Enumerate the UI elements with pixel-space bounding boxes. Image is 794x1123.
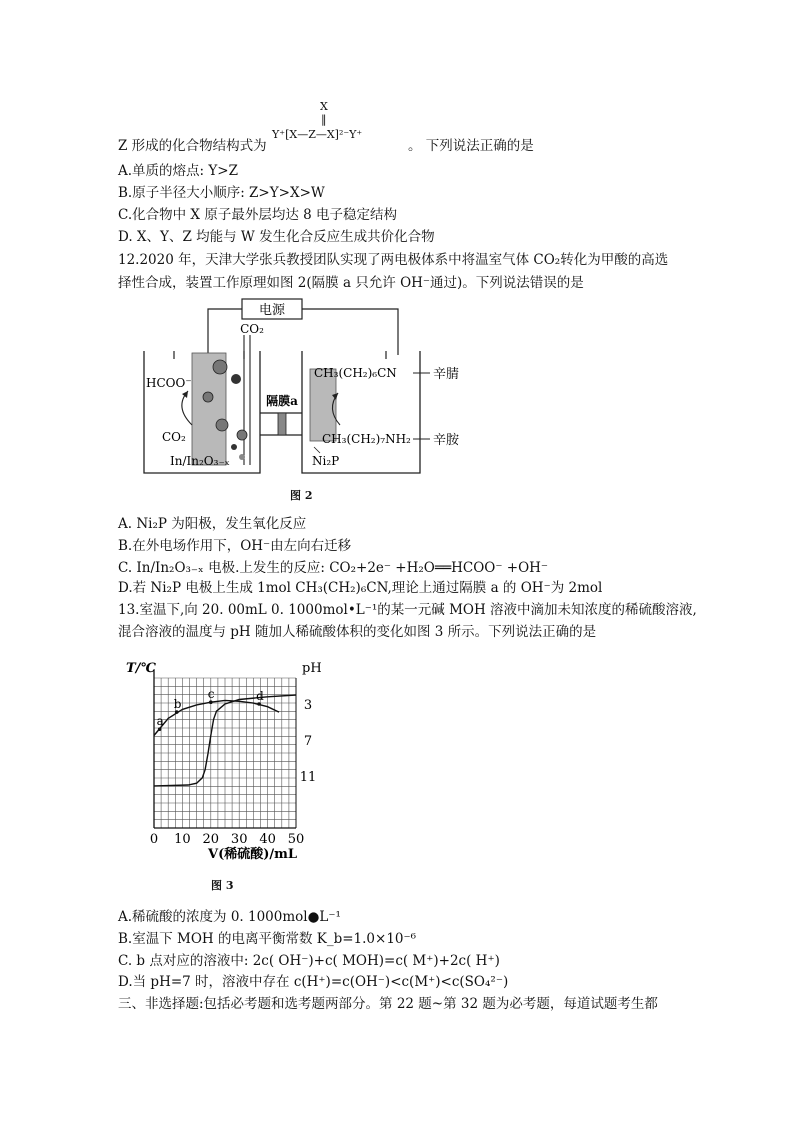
q12-stem-line2: 择性合成，装置工作原理如图 2(隔膜 a 只允许 OH⁻通过)。下列说法错误的是 <box>118 275 584 291</box>
x-tick-label: 10 <box>174 832 191 847</box>
q11-struct-bond: ‖ <box>321 113 327 126</box>
power-source-label: 电源 <box>258 303 286 318</box>
figure-3-chart <box>120 650 340 865</box>
figure-2-electrolysis-diagram <box>130 295 470 485</box>
chart-ylabel-right: pH <box>302 661 322 676</box>
q12-option-d: D.若 Ni₂P 电极上生成 1mol CH₃(CH₂)₆CN,理论上通过隔膜 a 的 OH⁻为 2mol <box>118 580 603 596</box>
ph-tick-label: 11 <box>299 770 317 785</box>
q13-option-a: A.稀硫酸的浓度为 0. 1000mol●L⁻¹ <box>118 909 341 925</box>
q12-option-a: A. Ni₂P 为阳极，发生氧化反应 <box>118 516 307 532</box>
chart-ticks <box>150 698 316 847</box>
q11-stem-suffix: 。 下列说法正确的是 <box>408 138 534 154</box>
hcoo-label: HCOO⁻ <box>146 376 192 390</box>
octanenitrile-formula: CH₃(CH₂)₆CN <box>314 366 397 380</box>
octylamine-formula: CH₃(CH₂)₇NH₂ <box>322 432 411 446</box>
q13-option-c: C. b 点对应的溶液中: 2c( OH⁻)+c( MOH)=c( M⁺)+2c( H⁺) <box>118 953 500 969</box>
right-electrode-label: Ni₂P <box>312 454 340 468</box>
q11-stem <box>118 137 267 155</box>
q11-stem-prefix: Z 形成的化合物结构式为 <box>118 138 267 154</box>
q12-option-c: C. In/In₂O₃₋ₓ 电极.上发生的反应: CO₂+2e⁻ +H₂O══HCOO⁻ +OH⁻ <box>118 560 549 576</box>
chart-ylabel-left: T/℃ <box>126 661 156 676</box>
q11-struct-top: X <box>320 100 328 113</box>
x-tick-label: 50 <box>287 832 305 847</box>
octanenitrile-name: 辛腈 <box>433 367 460 382</box>
ph-tick-label: 3 <box>303 698 313 713</box>
left-wire <box>208 309 242 353</box>
q12-stem-line1: 12.2020 年，天津大学张兵教授团队实现了两电极体系中将温室气体 CO₂转化为甲酸的高选 <box>118 252 669 268</box>
q11-option-b: B.原子半径大小顺序: Z>Y>X>W <box>118 185 325 201</box>
q12-option-b: B.在外电场作用下，OH⁻由左向右迁移 <box>118 538 352 554</box>
octylamine-name: 辛胺 <box>433 433 460 448</box>
q11-option-a: A.单质的熔点: Y>Z <box>118 163 238 179</box>
q13-stem-line2: 混合溶液的温度与 pH 随加人稀硫酸体积的变化如图 3 所示。下列说法正确的是 <box>118 624 597 640</box>
x-tick-label: 0 <box>149 832 159 847</box>
x-tick-label: 40 <box>259 832 276 847</box>
section-3-heading: 三、非选择题:包括必考题和选考题两部分。第 22 题~第 32 题为必考题，每道试题考生都 <box>118 996 658 1012</box>
q13-stem-line1: 13.室温下,向 20. 00mL 0. 1000mol•L⁻¹的某一元碱 MOH 溶液中滴加未知浓度的稀硫酸溶液, <box>118 602 697 618</box>
chart-xlabel: V(稀硫酸)/mL <box>208 847 298 862</box>
figure-2-caption: 图 2 <box>290 489 313 502</box>
figure-3-caption: 图 3 <box>211 879 234 892</box>
co2-left-label: CO₂ <box>162 430 186 444</box>
membrane-label: 隔膜a <box>266 394 298 408</box>
q11-structure <box>272 100 402 150</box>
q11-option-d: D. X、Y、Z 均能与 W 发生化合反应生成共价化合物 <box>118 229 435 245</box>
chart-grid <box>154 670 296 828</box>
q13-option-d: D.当 pH=7 时，溶液中存在 c(H⁺)=c(OH⁻)<c(M⁺)<c(SO₄²⁻) <box>118 974 509 990</box>
x-tick-label: 30 <box>230 832 248 847</box>
membrane-a <box>278 413 286 435</box>
co2-inlet-label: CO₂ <box>240 322 264 336</box>
q11-option-c: C.化合物中 X 原子最外层均达 8 电子稳定结构 <box>118 207 398 223</box>
point-label-c: c <box>207 687 215 702</box>
point-label-b: b <box>173 697 182 712</box>
point-label-a: a <box>156 714 164 729</box>
point-label-d: d <box>256 689 264 703</box>
x-tick-label: 20 <box>202 832 220 847</box>
ph-tick-label: 7 <box>303 734 313 749</box>
q13-option-b: B.室温下 MOH 的电离平衡常数 K_b=1.0×10⁻⁶ <box>118 931 417 947</box>
q11-struct-formula: Y⁺[X—Z—X]²⁻Y⁺ <box>272 128 363 141</box>
right-wire <box>302 309 398 355</box>
left-electrode-label: In/In₂O₃₋ₓ <box>170 454 230 468</box>
